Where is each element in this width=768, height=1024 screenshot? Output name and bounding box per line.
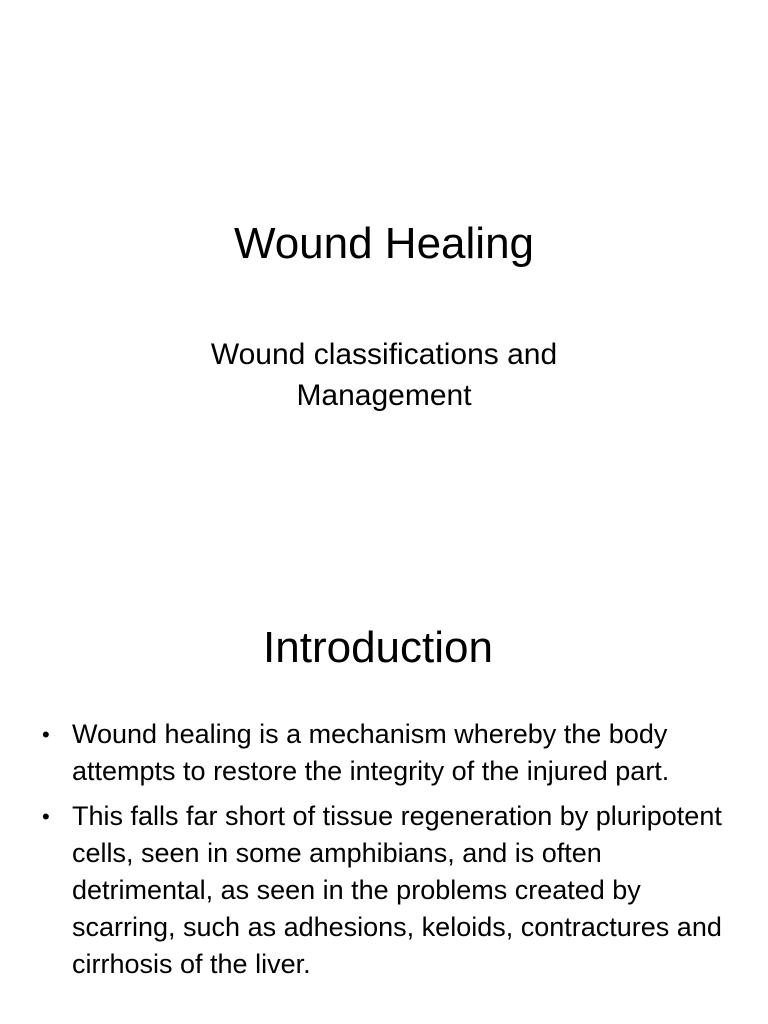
slide-subtitle bbox=[134, 334, 634, 416]
bullet-icon: • bbox=[42, 722, 50, 747]
slide-title: Introduction bbox=[263, 623, 493, 672]
slide-title: Wound Healing bbox=[233, 219, 535, 268]
subtitle-line: Wound classifications and bbox=[210, 338, 558, 371]
introduction-slide bbox=[0, 576, 768, 1024]
subtitle-line: Management bbox=[296, 379, 472, 412]
bullet-list bbox=[42, 716, 732, 991]
bullet-icon: • bbox=[42, 804, 50, 829]
bullet-text: This falls far short of tissue regeneration by pluripotent cells, seen in some amphibians, and is often detrimental, as seen in the problems created by scarring, such as adhesions, keloids, contractures and cirrhosis of the liver. bbox=[72, 801, 722, 979]
bullet-text: Wound healing is a mechanism whereby the body attempts to restore the integrity of the injured part. bbox=[72, 719, 670, 786]
bullet-item bbox=[42, 716, 732, 790]
bullet-item bbox=[42, 798, 732, 983]
